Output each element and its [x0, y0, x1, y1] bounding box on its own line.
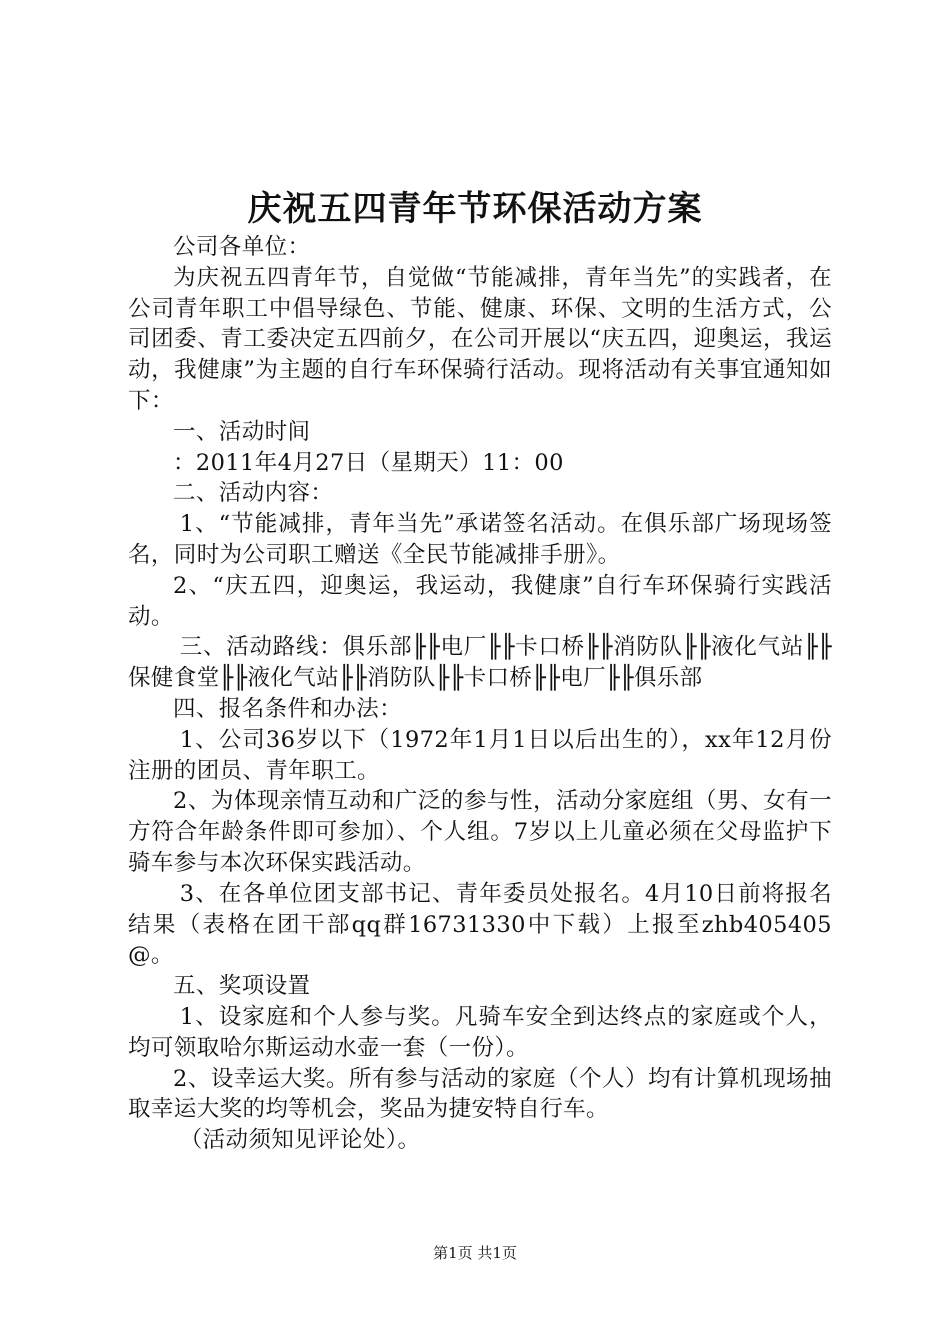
event-time: ：2011年4月27日（星期天）11：00 [173, 449, 564, 476]
document-body [128, 232, 832, 1156]
registration-item-1: 1、公司36岁以下（1972年1月1日以后出生的），xx年12月份注册的团员、青年职工。 [128, 726, 832, 784]
content-item-1: 1、“节能减排，青年当先”承诺签名活动。在俱乐部广场现场签名，同时为公司职工赠送《全民节能减排手册》。 [128, 511, 832, 568]
section-heading-awards: 五、奖项设置 [173, 973, 311, 1000]
registration-item-3: 3、在各单位团支部书记、青年委员处报名。4月10日前将报名结果（表格在团干部qq群16731330中下载）上报至zhb405405@。 [128, 880, 832, 969]
section-heading-time: 一、活动时间 [173, 418, 311, 445]
section-heading-registration: 四、报名条件和办法： [173, 695, 403, 722]
award-item-1: 1、设家庭和个人参与奖。凡骑车安全到达终点的家庭或个人，均可领取哈尔斯运动水壶一套（一份）。 [128, 1003, 832, 1061]
page-footer: 第1页 共1页 [433, 1244, 517, 1262]
registration-item-2: 2、为体现亲情互动和广泛的参与性，活动分家庭组（男、女有一方符合年龄条件即可参加）、个人组。7岁以上儿童必须在父母监护下骑车参与本次环保实践活动。 [128, 788, 832, 876]
award-item-2: 2、设幸运大奖。所有参与活动的家庭（个人）均有计算机现场抽取幸运大奖的均等机会，奖品为捷安特自行车。 [128, 1065, 832, 1123]
document-title: 庆祝五四青年节环保活动方案 [247, 189, 703, 229]
salutation: 公司各单位： [173, 234, 311, 260]
content-item-2: 2、“庆五四，迎奥运，我运动，我健康”自行车环保骑行实践活动。 [128, 572, 832, 630]
route-paragraph: 三、活动路线：俱乐部╟╟电厂╟╟卡口桥╟╟消防队╟╟液化气站╟╟保健食堂╟╟液化气站╟╟消防队╟╟卡口桥╟╟电厂╟╟俱乐部 [128, 634, 832, 692]
section-heading-content: 二、活动内容： [173, 480, 334, 507]
closing-note: （活动须知见评论处）。 [179, 1127, 421, 1154]
intro-paragraph: 为庆祝五四青年节，自觉做“节能减排，青年当先”的实践者，在公司青年职工中倡导绿色、节能、健康、环保、文明的生活方式，公司团委、青工委决定五四前夕，在公司开展以“庆五四，迎奥运，我运动，我健康”为主题的自行车环保骑行活动。现将活动有关事宜通知如下： [128, 264, 832, 414]
